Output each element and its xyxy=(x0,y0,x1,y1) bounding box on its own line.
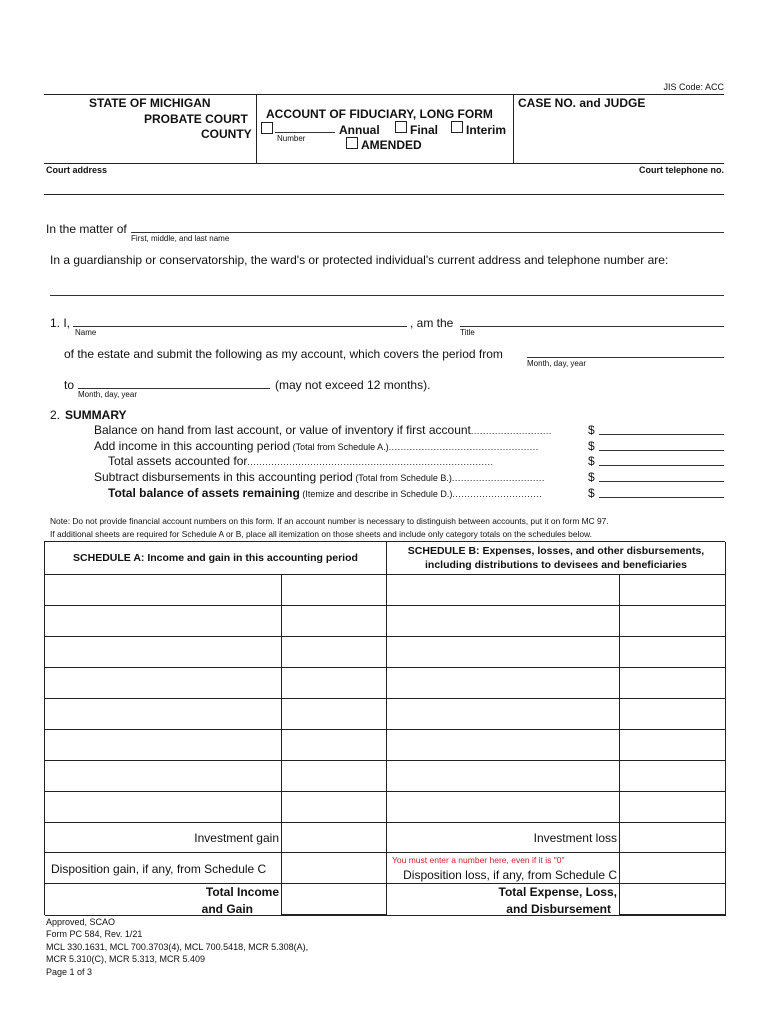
summary-row-leader: .................................................................................. xyxy=(247,457,494,467)
schedule-b-description-cell[interactable] xyxy=(387,761,620,792)
schedule-a-disposition-cell xyxy=(45,853,282,884)
state-label: STATE OF MICHIGAN xyxy=(89,96,211,110)
schedule-a-amount-cell[interactable] xyxy=(282,761,387,792)
schedule-b-amount-cell[interactable] xyxy=(620,761,726,792)
disposition-warning: You must enter a number here, even if it is "0" xyxy=(392,855,565,865)
schedule-a-title: SCHEDULE A: Income and gain in this accounting period xyxy=(73,552,358,564)
fiduciary-title-field[interactable] xyxy=(460,314,724,327)
schedule-b-description-cell[interactable] xyxy=(387,699,620,730)
total-expense-label-1: Total Expense, Loss, xyxy=(498,885,617,899)
summary-row-leader: .............................. xyxy=(452,489,543,499)
court-address-label: Court address xyxy=(46,165,108,175)
schedule-b-amount-cell[interactable] xyxy=(620,792,726,823)
footer-page: Page 1 of 3 xyxy=(46,966,93,977)
header-top-rule xyxy=(44,94,724,95)
summary-amount-field[interactable] xyxy=(599,485,724,498)
summary-row xyxy=(108,486,542,500)
matter-name-hint: First, middle, and last name xyxy=(131,234,230,243)
am-the-label: , am the xyxy=(410,316,454,330)
schedule-a-description-cell[interactable] xyxy=(45,761,282,792)
final-checkbox[interactable] xyxy=(395,121,407,133)
summary-row-label: Total assets accounted for xyxy=(108,454,248,468)
schedule-b-amount-cell[interactable] xyxy=(620,730,726,761)
summary-number: 2. xyxy=(50,408,61,422)
summary-row-leader: .................................................. xyxy=(388,442,539,452)
header-divider-right xyxy=(513,94,514,163)
schedule-b-header xyxy=(387,542,726,575)
schedule-a-amount-cell[interactable] xyxy=(282,730,387,761)
jis-code: JIS Code: ACC xyxy=(663,82,724,92)
summary-row-leader: ........................... xyxy=(470,426,552,436)
footer-form-number: Form PC 584, Rev. 1/21 xyxy=(46,929,143,940)
schedule-a-amount-cell[interactable] xyxy=(282,668,387,699)
schedule-b-total-cell xyxy=(387,884,620,916)
total-income-label-1: Total Income xyxy=(205,885,279,899)
summary-row-note: (Total from Schedule A.) xyxy=(290,442,389,452)
amended-checkbox[interactable] xyxy=(346,137,358,149)
case-no-label: CASE NO. and JUDGE xyxy=(518,96,646,110)
annual-label: Annual xyxy=(339,123,380,137)
item1-lead: 1. I, xyxy=(50,316,71,330)
schedule-b-amount-cell[interactable] xyxy=(620,575,726,606)
court-address-rule xyxy=(44,194,724,195)
schedule-a-description-cell[interactable] xyxy=(45,606,282,637)
schedule-a-amount-cell[interactable] xyxy=(282,792,387,823)
schedule-b-amount-cell[interactable] xyxy=(620,699,726,730)
period-to-field[interactable] xyxy=(78,376,270,389)
amended-label: AMENDED xyxy=(361,138,422,152)
number-checkbox[interactable] xyxy=(261,122,273,134)
court-phone-label: Court telephone no. xyxy=(639,165,724,175)
footer-approved: Approved, SCAO xyxy=(46,917,116,927)
disposition-loss-amount[interactable] xyxy=(620,853,726,884)
not-exceed-text: (may not exceed 12 months). xyxy=(275,378,431,392)
number-field[interactable] xyxy=(275,121,335,133)
total-income-label-2: and Gain xyxy=(201,902,253,916)
schedule-b-description-cell[interactable] xyxy=(387,730,620,761)
schedule-b-title-2: including distributions to devisees and beneficiaries xyxy=(425,559,687,571)
footer-statutes-1: MCL 330.1631, MCL 700.3703(4), MCL 700.5418, MCR 5.308(A), xyxy=(46,941,309,952)
schedule-a-description-cell[interactable] xyxy=(45,730,282,761)
schedule-a-header xyxy=(45,542,387,575)
period-from-hint: Month, day, year xyxy=(527,359,586,368)
summary-dollar-sign: $ xyxy=(588,454,595,468)
in-the-matter-label: In the matter of xyxy=(46,222,127,236)
final-label: Final xyxy=(410,123,439,137)
schedule-a-amount-cell[interactable] xyxy=(282,606,387,637)
summary-row xyxy=(94,439,539,453)
fiduciary-name-hint: Name xyxy=(75,328,97,337)
investment-gain-label: Investment gain xyxy=(194,831,279,845)
schedule-b-amount-cell[interactable] xyxy=(620,668,726,699)
schedule-b-description-cell[interactable] xyxy=(387,792,620,823)
schedule-a-investment-cell xyxy=(45,822,282,853)
schedule-b-description-cell[interactable] xyxy=(387,668,620,699)
county-label: COUNTY xyxy=(201,127,252,141)
to-label: to xyxy=(64,378,75,392)
summary-row xyxy=(94,423,552,437)
summary-row-label: Subtract disbursements in this accounting period xyxy=(94,470,353,484)
probate-court-label: PROBATE COURT xyxy=(144,112,248,126)
footer-statutes-2: MCR 5.310(C), MCR 5.313, MCR 5.409 xyxy=(46,954,206,965)
period-from-field[interactable] xyxy=(527,345,724,358)
investment-gain-amount[interactable] xyxy=(282,822,387,853)
summary-row-leader: ............................... xyxy=(451,473,545,483)
disposition-gain-amount[interactable] xyxy=(282,853,387,884)
summary-row xyxy=(94,470,545,484)
header-divider-left xyxy=(256,94,257,163)
summary-row-note: (Itemize and describe in Schedule D.) xyxy=(299,489,453,499)
summary-dollar-sign: $ xyxy=(588,423,595,437)
schedule-a-amount-cell[interactable] xyxy=(282,699,387,730)
schedule-a-description-cell[interactable] xyxy=(45,637,282,668)
total-expense-label-2: and Disbursement xyxy=(506,902,611,916)
schedule-a-description-cell[interactable] xyxy=(45,699,282,730)
estate-text: of the estate and submit the following as my account, which covers the period from xyxy=(64,347,503,361)
schedule-b-amount-cell[interactable] xyxy=(620,637,726,668)
investment-loss-label: Investment loss xyxy=(533,831,617,845)
ward-address-field[interactable] xyxy=(50,282,724,296)
number-hint: Number xyxy=(277,134,306,143)
investment-loss-amount[interactable] xyxy=(620,822,726,853)
interim-checkbox[interactable] xyxy=(451,121,463,133)
summary-dollar-sign: $ xyxy=(588,470,595,484)
period-to-hint: Month, day, year xyxy=(78,390,137,399)
total-income-amount[interactable] xyxy=(282,884,387,916)
schedule-b-description-cell[interactable] xyxy=(387,606,620,637)
schedule-a-total-cell xyxy=(45,884,282,916)
schedule-b-amount-cell[interactable] xyxy=(620,606,726,637)
schedule-b-disposition-cell xyxy=(387,853,620,884)
interim-label: Interim xyxy=(466,123,507,137)
footer xyxy=(46,916,308,978)
disposition-gain-label: Disposition gain, if any, from Schedule C xyxy=(51,862,267,876)
summary-row-label: Add income in this accounting period xyxy=(94,439,291,453)
fiduciary-name-field[interactable] xyxy=(73,314,407,327)
total-expense-amount[interactable] xyxy=(620,884,726,916)
guardianship-text: In a guardianship or conservatorship, the ward's or protected individual's current address and telephone number are: xyxy=(50,253,669,267)
schedule-a-amount-cell[interactable] xyxy=(282,637,387,668)
summary-row-label: Total balance of assets remaining xyxy=(108,486,300,500)
fiduciary-title-hint: Title xyxy=(460,328,475,337)
summary-amount-field[interactable] xyxy=(599,422,724,435)
summary-amount-field[interactable] xyxy=(599,453,724,466)
schedule-b-investment-cell xyxy=(387,822,620,853)
disposition-loss-label: Disposition loss, if any, from Schedule C xyxy=(403,868,617,882)
summary-row xyxy=(108,454,493,468)
summary-heading: SUMMARY xyxy=(65,408,127,422)
note-line-1: Note: Do not provide financial account numbers on this form. If an account number is necessary to distinguish between accounts, put it on form MC 97. xyxy=(50,516,609,526)
account-type-options xyxy=(261,121,511,161)
schedule-b-description-cell[interactable] xyxy=(387,637,620,668)
schedule-a-amount-cell[interactable] xyxy=(282,575,387,606)
header-bottom-rule xyxy=(44,163,724,164)
schedule-a-description-cell[interactable] xyxy=(45,668,282,699)
schedule-a-description-cell[interactable] xyxy=(45,792,282,823)
schedule-b-title-1: SCHEDULE B: Expenses, losses, and other disbursements, xyxy=(407,545,705,557)
form-title: ACCOUNT OF FIDUCIARY, LONG FORM xyxy=(266,107,493,121)
schedule-a-description-cell[interactable] xyxy=(45,575,282,606)
summary-amount-field[interactable] xyxy=(599,469,724,482)
summary-dollar-sign: $ xyxy=(588,486,595,500)
summary-dollar-sign: $ xyxy=(588,439,595,453)
schedule-b-description-cell[interactable] xyxy=(387,575,620,606)
schedules-table xyxy=(44,541,725,915)
summary-amount-field[interactable] xyxy=(599,438,724,451)
matter-name-field[interactable] xyxy=(131,218,724,233)
note-line-2: If additional sheets are required for Schedule A or B, place all itemization on those sheets and include only category totals on the schedules below. xyxy=(50,529,592,539)
summary-row-note: (Total from Schedule B.) xyxy=(352,473,452,483)
summary-row-label: Balance on hand from last account, or value of inventory if first account xyxy=(94,423,471,437)
